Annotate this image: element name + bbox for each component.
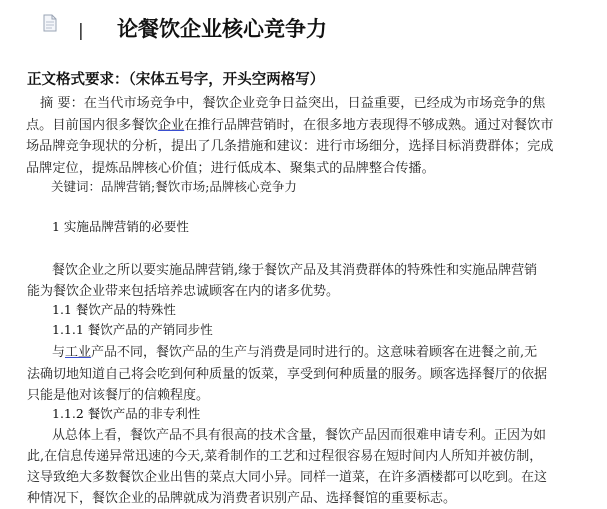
abstract-line-2 [26,115,586,137]
section-1-1-1-line-1 [27,342,592,364]
section-1-1-1-line-3: 只能是他对该餐厅的信赖程度。 [27,388,210,403]
section-1-1-1-line-1-a: 与 [52,345,66,360]
section-1-1-2-line-1: 从总体上看，餐饮产品不具有很高的技术含量，餐饮产品因而很难申请专利。正因为如 [52,428,547,443]
section-1-1-2-line-2: 此,在信息传递异常迅速的今天,菜肴制作的工艺和过程很容易在短时间内人所知并被仿制， [27,449,543,464]
abstract-line-2-text-a: 点。目前国内很多餐饮 [26,117,158,133]
section-1-line-1: 餐饮企业之所以要实施品牌营销,缘于餐饮产品及其消费群体的特殊性和实施品牌营销 [52,263,538,278]
abstract-line-2-text-b: 在推行品牌营销时，在很多地方表现得不够成熟。通过对餐饮市 [184,117,554,133]
section-1-1-2-paragraph [27,425,592,509]
keywords: 关键词：品牌营销;餐饮市场;品牌核心竞争力 [51,179,297,194]
section-1-1-2-line-4: 种情况下，餐饮企业的品牌就成为消费者识别产品、选择餐馆的重要标志。 [27,491,457,506]
section-1-1-2-line-3: 这导致绝大多数餐饮企业出售的菜点大同小异。同样一道菜，在许多酒楼都可以吃到。在这 [27,470,548,485]
section-1-heading: 1 实施品牌营销的必要性 [52,219,189,234]
section-1-1-1-line-1-b: 产品不同，餐饮产品的生产与消费是同时进行的。这意味着顾客在进餐之前,无 [91,345,538,360]
abstract-line-1: 摘 要：在当代市场竞争中，餐饮企业竞争日益突出，日益重要，已经成为市场竞争的焦 [40,96,546,111]
abstract-paragraph [26,93,586,179]
section-1-1-1-paragraph [27,342,592,407]
abstract-line-4: 品牌定位，提炼品牌核心价值；进行低成本、聚集式的品牌整合传播。 [26,160,435,176]
section-1-1-1-heading: 1.1.1 餐饮产品的产销同步性 [52,322,213,337]
format-requirement: 正文格式要求：（宋体五号字，开头空两格写） [27,72,325,88]
industry-link[interactable]: 工业 [65,345,92,360]
section-1-1-1-line-2: 法确切地知道自己将会吃到何种质量的饭菜，享受到何种质量的服务。顾客选择餐厅的依据 [27,366,548,382]
page-title: 论餐饮企业核心竞争力 [117,17,327,41]
title-separator: | [78,21,84,41]
section-1-1-heading: 1.1 餐饮产品的特殊性 [52,302,176,317]
section-1-1-2-heading: 1.1.2 餐饮产品的非专利性 [52,406,201,421]
enterprise-link[interactable]: 企业 [157,117,185,133]
section-1-line-2: 能为餐饮企业带来包括培养忠诚顾客在内的诸多优势。 [27,284,340,299]
abstract-line-3: 场品牌竞争现状的分析，提出了几条措施和建议：进行市场细分，选择目标消费群体；完成 [26,139,554,154]
section-1-paragraph [27,260,592,302]
document-icon [43,14,57,32]
